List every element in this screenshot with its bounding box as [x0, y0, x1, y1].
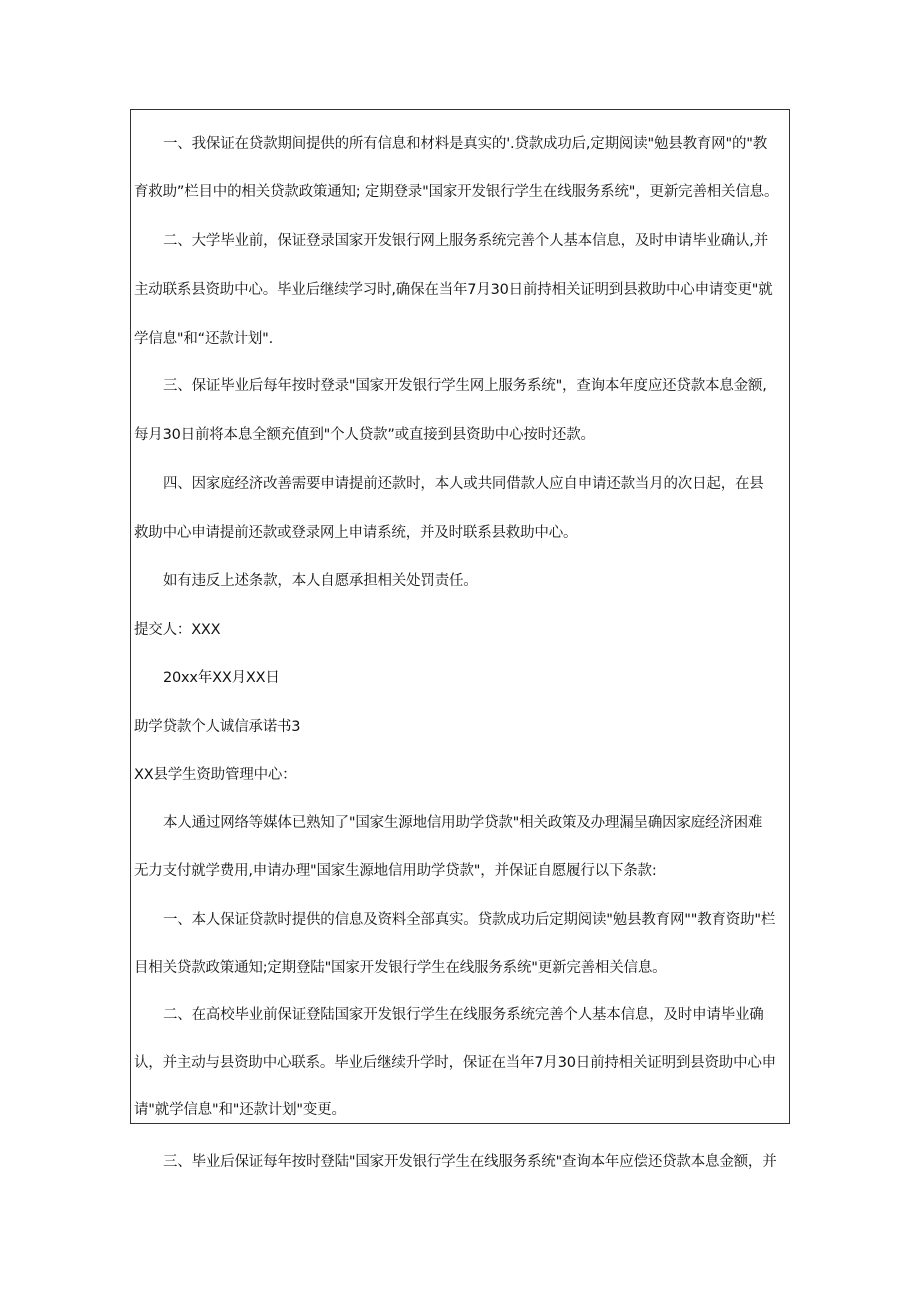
- date-line: 20xx年XX月XX日: [163, 670, 280, 686]
- document-title: 助学贷款个人诚信承诺书3: [134, 719, 301, 735]
- paragraph-1-line-1: 一、我保证在贷款期间提供的所有信息和材料是真实的'.贷款成功后,定期阅读"勉县教育网"的"教: [163, 136, 768, 152]
- clause-2-line-1: 二、在高校毕业前保证登陆国家开发银行学生在线服务系统完善个人基本信息，及时申请毕业确: [163, 1007, 764, 1023]
- paragraph-3-line-2: 每月30日前将本息全额充值到"个人贷款”或直接到县资助中心按时还款。: [134, 427, 595, 443]
- recipient-line: XX县学生资助管理中心：: [134, 767, 297, 783]
- paragraph-4-line-1: 四、因家庭经济改善需要申请提前还款时，本人或共同借款人应自申请还款当月的次日起，在县: [163, 476, 764, 492]
- clause-2-line-2: 认，并主动与县资助中心联系。毕业后继续升学时，保证在当年7月30日前持相关证明到县资助中心申: [134, 1055, 776, 1071]
- paragraph-5: 如有违反上述条款，本人自愿承担相关处罚责任。: [163, 573, 478, 589]
- clause-3-line-1: 三、毕业后保证每年按时登陆"国家开发银行学生在线服务系统"查询本年应偿还贷款本息金额，并: [163, 1154, 777, 1170]
- paragraph-3-line-1: 三、保证毕业后每年按时登录"国家开发银行学生网上服务系统"，查询本年度应还贷款本息金额,: [163, 378, 767, 394]
- paragraph-2-line-2: 主动联系县资助中心。毕业后继续学习时,确保在当年7月30日前持相关证明到县救助中心申请变更"就: [134, 282, 773, 298]
- submitter-line: 提交人：XXX: [134, 622, 221, 638]
- clause-2-line-3: 请"就学信息"和"还款计划"变更。: [134, 1102, 346, 1118]
- paragraph-2-line-3: 学信息"和“还款计划".: [134, 331, 274, 347]
- intro-line-1: 本人通过网络等媒体已熟知了"国家生源地信用助学贷款"相关政策及办理漏呈确因家庭经济困难: [163, 815, 763, 831]
- paragraph-2-line-1: 二、大学毕业前，保证登录国家开发银行网上服务系统完善个人基本信息，及时申请毕业确认,并: [163, 233, 769, 249]
- clause-1-line-1: 一、本人保证贷款时提供的信息及资料全部真实。贷款成功后定期阅读"勉县教育网""教育资助"栏: [163, 912, 776, 928]
- intro-line-2: 无力支付就学费用,申请办理"国家生源地信用助学贷款"，并保证自愿履行以下条款:: [134, 863, 657, 879]
- clause-1-line-2: 目相关贷款政策通知;定期登陆"国家开发银行学生在线服务系统"更新完善相关信息。: [134, 960, 667, 976]
- paragraph-4-line-2: 救助中心申请提前还款或登录网上申请系统，并及时联系县救助中心。: [134, 525, 578, 541]
- paragraph-1-line-2: 育救助”栏目中的相关贷款政策通知; 定期登录"国家开发银行学生在线服务系统"，更新完善相关信息。: [134, 184, 779, 200]
